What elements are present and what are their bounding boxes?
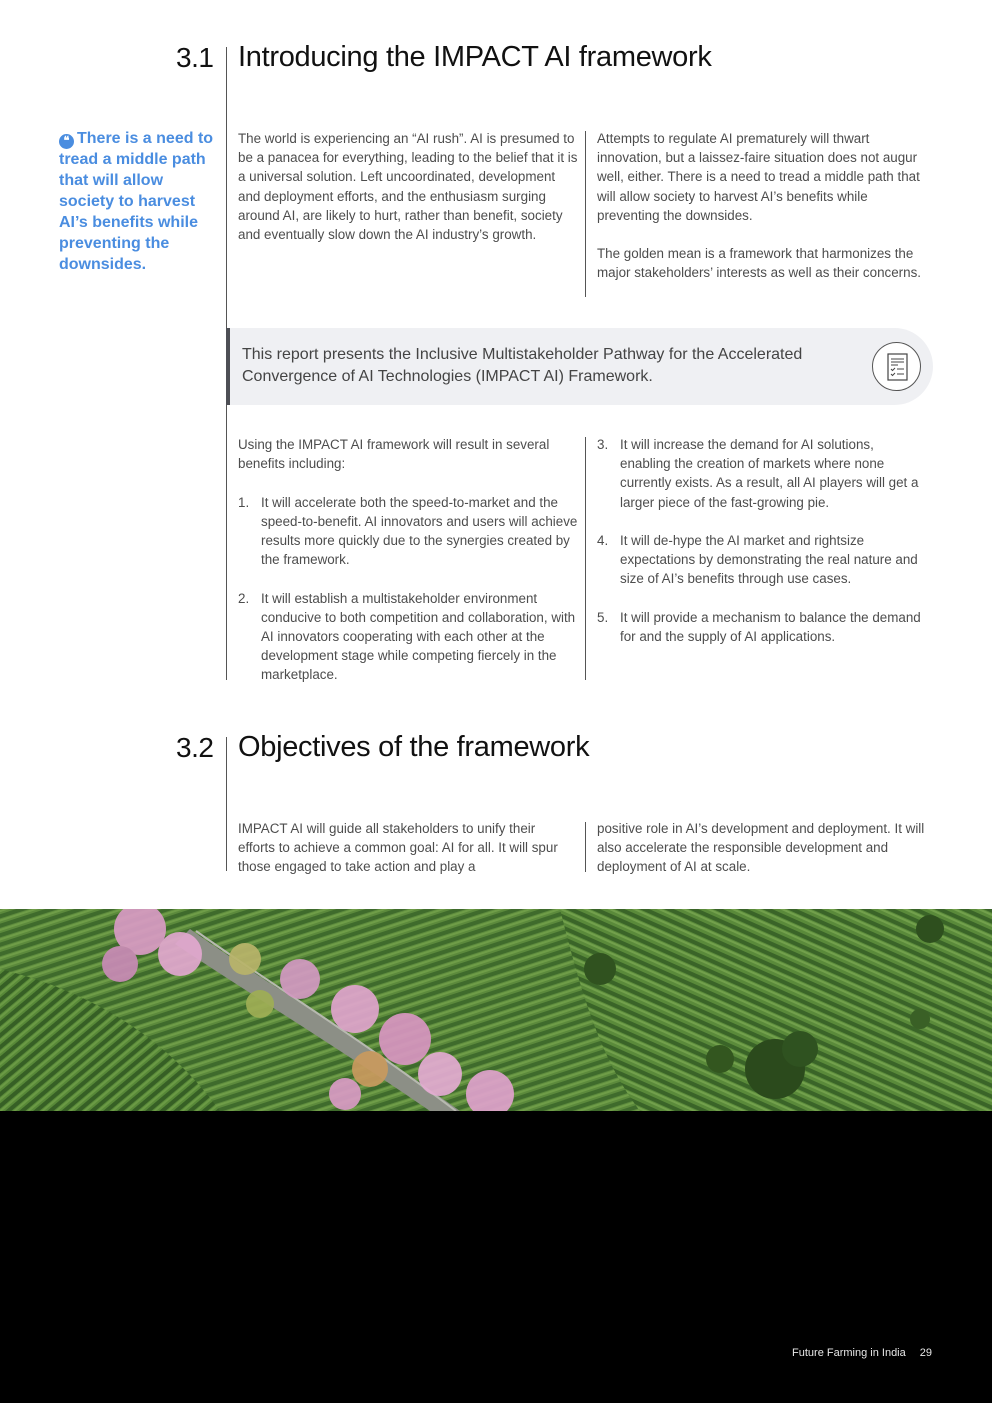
section-number: 3.2 [176, 732, 214, 763]
list-item-text: It will accelerate both the speed-to-market and the speed-to-benefit. AI innovators and users will achieve results more quickly due to the synergies created by the framework. [261, 494, 578, 568]
column-divider [585, 822, 586, 872]
intro-paragraph: Attempts to regulate AI prematurely will thwart innovation, but a laissez-faire situation does not augur well, either. There is a need to tread a middle path that will allow society to harvest AI’s benefits while preventing the downsides. [597, 131, 920, 223]
section-title: Objectives of the framework [238, 731, 590, 763]
callout-box [226, 328, 933, 405]
callout-text: This report presents the Inclusive Multistakeholder Pathway for the Accelerated Convergence of AI Technologies (IMPACT AI) Framework. [242, 346, 803, 385]
list-item [597, 531, 927, 589]
list-item-text: It will provide a mechanism to balance the demand for and the supply of AI applications. [620, 609, 921, 644]
quote-icon: ❝ [59, 134, 74, 149]
list-number: 3. [597, 437, 609, 452]
objectives-column-left [238, 819, 573, 877]
list-number: 1. [238, 494, 250, 510]
footer-band [0, 1111, 992, 1403]
benefits-column-right [597, 435, 927, 646]
list-number: 4. [597, 533, 609, 548]
list-item [238, 493, 578, 570]
objectives-column-right [597, 819, 932, 877]
list-item-text: It will de-hype the AI market and rightsize expectations by demonstrating the real nature and size of AI’s benefits through use cases. [620, 533, 918, 587]
benefits-intro: Using the IMPACT AI framework will result in several benefits including: [238, 437, 550, 472]
page-footer [792, 1347, 932, 1359]
pull-quote-text: There is a need to tread a middle path that will allow society to harvest AI’s benefits while preventing the downsides. [59, 130, 214, 273]
benefits-list [597, 435, 927, 646]
section-title: Introducing the IMPACT AI framework [238, 41, 712, 73]
objectives-paragraph: IMPACT AI will guide all stakeholders to unify their efforts to achieve a common goal: AI for all. It will spur those engaged to take action and play a [238, 821, 558, 875]
column-divider [585, 131, 586, 297]
intro-column-left [238, 129, 578, 244]
list-item [597, 608, 927, 646]
list-number: 2. [238, 590, 250, 606]
objectives-paragraph: positive role in AI’s development and deployment. It will also accelerate the responsible development and deployment of AI at scale. [597, 821, 925, 875]
intro-column-right [597, 129, 932, 283]
pull-quote [59, 128, 214, 275]
list-item-text: It will increase the demand for AI solutions, enabling the creation of markets where none currently exists. As a result, all AI players will get a larger piece of the fast-growing pie. [620, 437, 919, 510]
footer-title: Future Farming in India [792, 1347, 906, 1359]
heading-divider [226, 737, 227, 871]
page-number: 29 [919, 1347, 932, 1359]
list-item-text: It will establish a multistakeholder environment conducive to both competition and collaboration, with AI innovators cooperating with each other at the development stage while competing fiercely in the marketplace. [261, 590, 576, 683]
section-number: 3.1 [176, 42, 214, 73]
tea-plantation-photo [0, 909, 992, 1111]
intro-paragraph: The golden mean is a framework that harmonizes the major stakeholders’ interests as well as their concerns. [597, 246, 921, 281]
list-number: 5. [597, 609, 609, 625]
benefits-column-left [238, 435, 578, 685]
benefits-list [238, 493, 578, 685]
intro-paragraph: The world is experiencing an “AI rush”. AI is presumed to be a panacea for everything, leading to the belief that it is a universal solution. Left uncoordinated, development and deployment efforts, and the enthusiasm surging around AI, are likely to hurt, rather than benefit, society and eventually slow down the AI industry’s growth. [238, 131, 578, 243]
document-checklist-icon [872, 342, 921, 391]
column-divider [585, 437, 586, 680]
list-item [597, 435, 927, 512]
list-item [238, 589, 578, 685]
